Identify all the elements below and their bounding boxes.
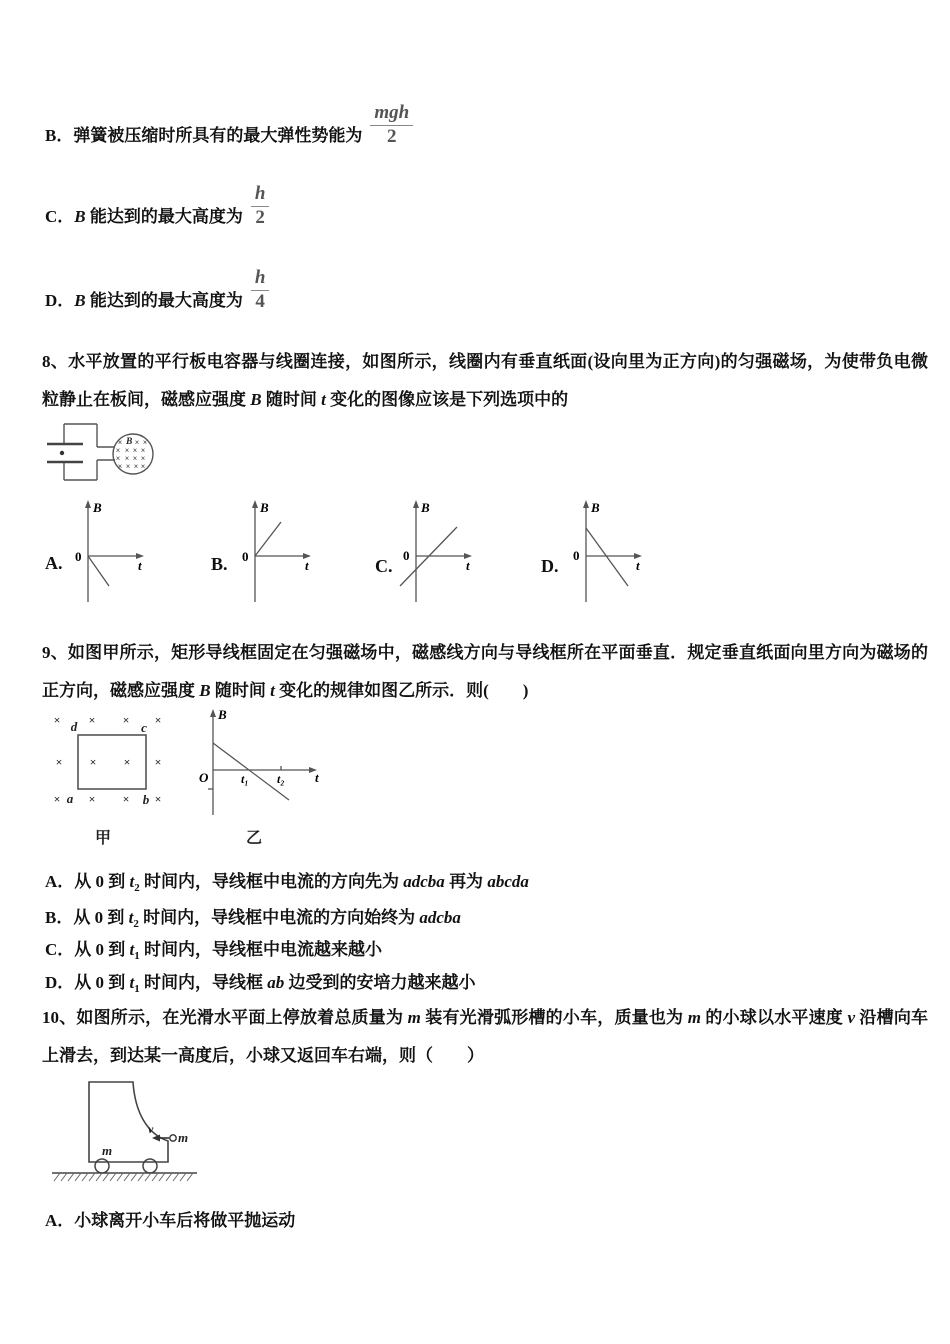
corner-label-a: a	[66, 791, 74, 806]
svg-text:×: ×	[140, 462, 146, 471]
svg-text:×: ×	[132, 454, 138, 463]
y-axis-arrow	[252, 500, 258, 508]
prev-option-b-row	[45, 100, 413, 150]
svg-text:×: ×	[53, 713, 61, 727]
graph-option-c-label: C.	[375, 556, 393, 576]
fraction-numerator: mgh	[370, 102, 413, 126]
cart-wheel-left	[95, 1159, 109, 1173]
graph-option-a	[66, 496, 158, 608]
question-8-text: 8、水平放置的平行板电容器与线圈连接，如图所示，线圈内有垂直纸面(设向里为正方向)的匀强磁场，为使带负电微粒静止在板间，磁感应强度 B 随时间 t 变化的图像应该是下列选项中的	[42, 352, 928, 409]
question-10-option-a: A．小球离开小车后将做平抛运动	[45, 1211, 296, 1230]
origin-label: O	[199, 770, 209, 785]
svg-text:×: ×	[124, 454, 130, 463]
svg-text:×: ×	[122, 713, 130, 727]
ball-mass-label: m	[178, 1130, 189, 1145]
prev-option-c-row	[45, 184, 269, 228]
cart-ball-figure	[42, 1072, 217, 1197]
cart-body	[89, 1082, 168, 1162]
charged-particle-dot	[60, 451, 64, 455]
svg-text:×: ×	[117, 438, 123, 447]
question-9-option-d: D．从 0 到 $t_1$ 时间内，导线框 ab 边受到的安培力越来越小	[45, 973, 476, 995]
axes	[88, 506, 138, 602]
figure-yi-caption: 乙	[245, 830, 263, 847]
figure-jia-wire-frame	[42, 703, 177, 848]
svg-text:×: ×	[154, 792, 162, 806]
svg-text:×: ×	[117, 462, 123, 471]
x-axis-label: t	[636, 558, 640, 573]
y-axis-label: B	[260, 500, 269, 515]
axes	[208, 715, 311, 815]
svg-text:×: ×	[89, 755, 97, 769]
svg-text:×: ×	[154, 755, 162, 769]
fraction-mgh-over-2	[370, 102, 413, 148]
ball	[170, 1135, 176, 1141]
svg-text:×: ×	[132, 446, 138, 455]
svg-text:×: ×	[124, 446, 130, 455]
origin-label: 0	[242, 549, 249, 564]
y-axis-label: B	[218, 707, 227, 722]
axes	[255, 506, 305, 602]
question-9-option-a: A．从 0 到 $t_2$ 时间内，导线框中电流的方向先为 adcba 再为 abcda	[45, 872, 529, 894]
axes	[586, 506, 636, 602]
axes	[400, 506, 466, 602]
fraction-h-over-2	[251, 183, 270, 229]
y-axis-arrow	[85, 500, 91, 508]
graph-option-c	[393, 496, 485, 608]
y-axis-label: B	[93, 500, 102, 515]
x-axis-label: t	[138, 558, 142, 573]
x-axis-label: t	[466, 558, 470, 573]
svg-text:×: ×	[140, 454, 146, 463]
ground-hatching	[54, 1173, 193, 1181]
fraction-denominator: 2	[387, 126, 397, 147]
circuit-wires	[64, 424, 115, 480]
fraction-denominator: 2	[255, 207, 265, 228]
graph-option-b-label: B.	[211, 554, 228, 574]
svg-text:×: ×	[142, 438, 148, 447]
x-axis-label: t	[315, 770, 319, 785]
question-9-option-b: B．从 0 到 $t_2$ 时间内，导线框中电流的方向始终为 adcba	[45, 908, 461, 930]
y-axis-arrow	[583, 500, 589, 508]
question-9-text: 9、如图甲所示，矩形导线框固定在匀强磁场中，磁感线方向与导线框所在平面垂直．规定垂直纸面向里方向为磁场的正方向，磁感应强度 B 随时间 t 变化的规律如图乙所示．则( )	[42, 643, 928, 700]
svg-text:×: ×	[125, 462, 131, 471]
y-axis-label: B	[421, 500, 430, 515]
velocity-label: v	[148, 1122, 154, 1136]
svg-text:×: ×	[88, 792, 96, 806]
corner-label-b: b	[142, 792, 150, 807]
svg-text:×: ×	[140, 446, 146, 455]
y-axis-arrow	[210, 709, 216, 717]
fraction-numerator: h	[251, 183, 270, 207]
graph-option-d-label: D.	[541, 556, 559, 576]
prev-option-d-text: D．B 能达到的最大高度为	[45, 291, 243, 310]
cart-mass-label: m	[102, 1143, 113, 1158]
tick-label-t1: t₁	[241, 772, 249, 786]
fraction-h-over-4	[251, 267, 270, 313]
coil-field-label: B	[126, 437, 133, 447]
svg-text:×: ×	[154, 713, 162, 727]
prev-option-b-text: B．弹簧被压缩时所具有的最大弹性势能为	[45, 126, 363, 145]
svg-text:×: ×	[55, 755, 63, 769]
svg-text:×: ×	[53, 792, 61, 806]
svg-text:×: ×	[134, 438, 140, 447]
graph-option-a-label: A.	[45, 553, 63, 573]
origin-label: 0	[403, 548, 410, 563]
x-axis-label: t	[305, 558, 309, 573]
origin-label: 0	[573, 548, 580, 563]
wire-frame-rect	[78, 735, 146, 789]
cart-wheel-right	[143, 1159, 157, 1173]
prev-option-c-text: C．B 能达到的最大高度为	[45, 207, 243, 226]
corner-label-d: d	[70, 719, 78, 734]
svg-text:×: ×	[133, 462, 139, 471]
y-axis-arrow	[413, 500, 419, 508]
prev-option-d-row	[45, 268, 269, 312]
svg-text:×: ×	[115, 446, 121, 455]
graph-option-d	[563, 496, 655, 608]
fraction-denominator: 4	[255, 291, 265, 312]
y-axis-label: B	[591, 500, 600, 515]
corner-labels	[67, 719, 150, 807]
graph-option-b	[235, 496, 327, 608]
corner-label-c: c	[141, 720, 147, 735]
capacitor-plates	[47, 444, 83, 462]
svg-text:×: ×	[122, 792, 130, 806]
svg-text:×: ×	[123, 755, 131, 769]
origin-label: 0	[75, 549, 82, 564]
figure-yi-bt-graph	[195, 703, 330, 848]
svg-text:×: ×	[115, 454, 121, 463]
fraction-numerator: h	[251, 267, 270, 291]
question-10-text: 10、如图所示，在光滑水平面上停放着总质量为 m 装有光滑弧形槽的小车，质量也为 m 的小球以水平速度 v 沿槽向车上滑去，到达某一高度后，小球又返回车右端，则（ ）	[42, 1008, 929, 1065]
svg-text:×: ×	[88, 713, 96, 727]
tick-label-t2: t₂	[277, 772, 285, 786]
question-9-option-c: C．从 0 到 $t_1$ 时间内，导线框中电流越来越小	[45, 940, 383, 962]
figure-jia-caption: 甲	[94, 830, 112, 847]
